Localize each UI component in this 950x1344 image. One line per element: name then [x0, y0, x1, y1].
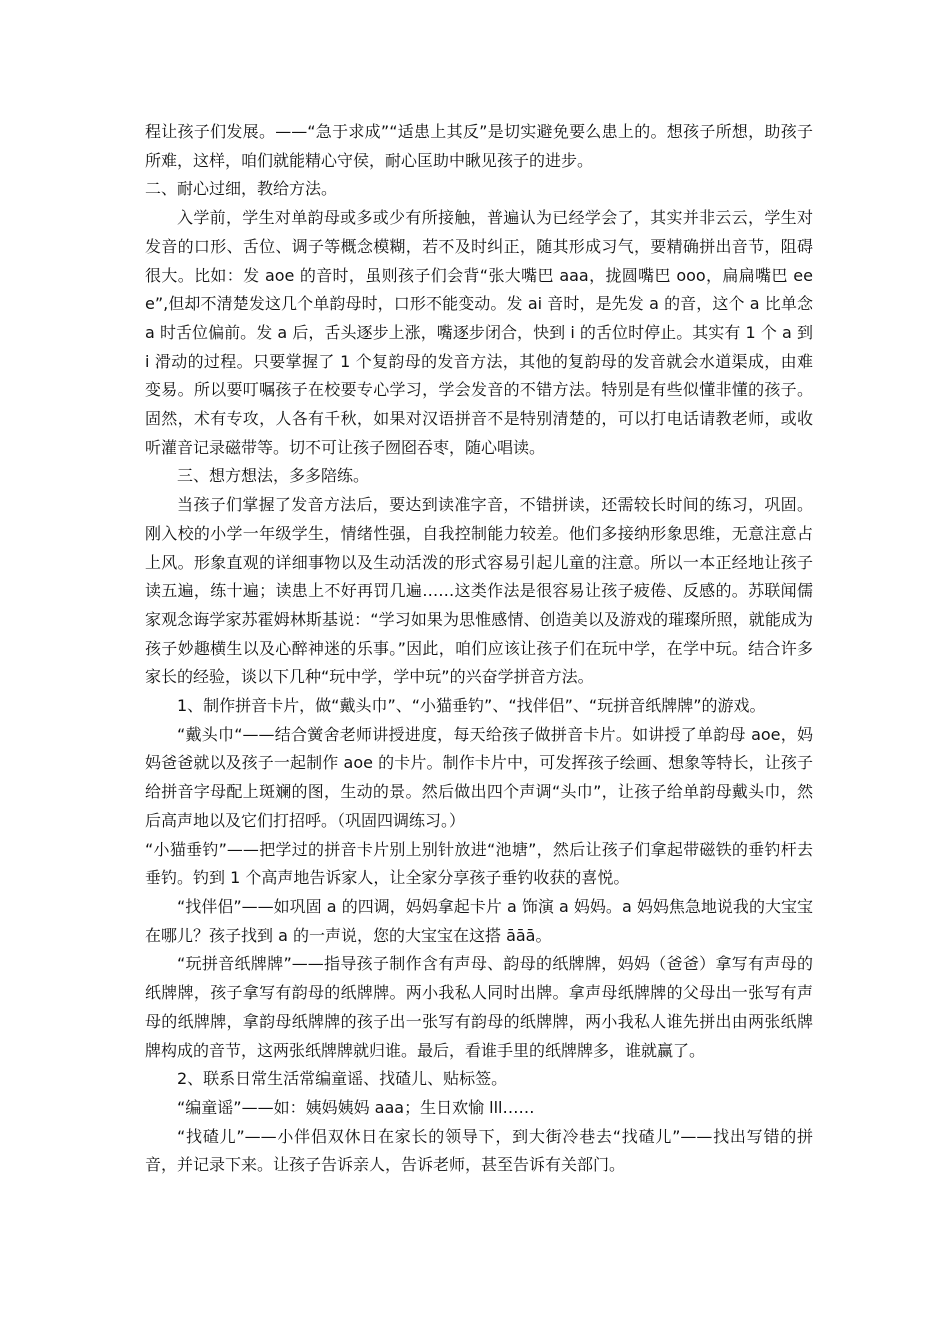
section-heading-two: 二、耐心过细，教给方法。	[145, 179, 338, 199]
paragraph-headscarf-game: “戴头巾“——结合黉舍老师讲授进度，每天给孩子做拼音卡片。如讲授了单韵母 aoe，妈妈爸爸就以及孩子一起制作 aoe 的卡片。制作卡片中，可发挥孩子绘画、想象等特长，让孩子给拼音字母配上斑斓的图，生动的景。然后做出四个声调“头巾”，让孩子给单韵母戴头巾，然后高声地以及它们打招呼。（巩固四调练习。）	[145, 724, 813, 830]
paragraph-continuation: 程让孩子们发展。——“急于求成”“适患上其反”是切实避免要么患上的。想孩子所想，助孩子所难，这样，咱们就能精心守侯，耐心匡助中瞅见孩子的进步。	[145, 122, 813, 170]
paragraph-find-errors: “找碴儿”——小伴侣双休日在家长的领导下，到大街冷巷去“找碴儿”——找出写错的拼音，并记录下来。让孩子告诉亲人，告诉老师，甚至告诉有关部门。	[145, 1126, 813, 1175]
section-heading-three: 三、想方想法，多多陪练。	[177, 466, 370, 486]
paragraph-partner-game: “找伴侣”——如巩固 a 的四调，妈妈拿起卡片 a 饰演 a 妈妈。a 妈妈焦急地说我的大宝宝在哪儿？孩子找到 a 的一声说，您的大宝宝在这搭 āāā。	[145, 896, 813, 945]
document-page	[145, 118, 813, 1180]
list-item-daily-life: 2、联系日常生活常编童谣、找碴儿、贴标签。	[177, 1069, 508, 1089]
list-item-cards: 1、制作拼音卡片，做“戴头巾”、“小猫垂钓”、“找伴侣”、“玩拼音纸牌牌”的游戏。	[177, 696, 766, 716]
paragraph-card-game: “玩拼音纸牌牌”——指导孩子制作含有声母、韵母的纸牌牌，妈妈（爸爸）拿写有声母的纸牌牌，孩子拿写有韵母的纸牌牌。两小我私人同时出牌。拿声母纸牌牌的父母出一张写有声母的纸牌牌，拿韵母纸牌牌的孩子出一张写有韵母的纸牌牌，两小我私人谁先拼出由两张纸牌牌构成的音节，这两张纸牌牌就归谁。最后，看谁手里的纸牌牌多，谁就赢了。	[145, 954, 813, 1060]
paragraph-practice: 当孩子们掌握了发音方法后，要达到读准字音，不错拼读，还需较长时间的练习，巩固。刚入校的小学一年级学生，情绪性强，自我控制能力较差。他们多接纳形象思维，无意注意占上风。形象直观的详细事物以及生动活泼的形式容易引起儿童的注意。所以一本正经地让孩子读五遍，练十遍；读患上不好再罚几遍……这类作法是很容易让孩子疲倦、反感的。苏联闻儒家观念诲学家苏霍姆林斯基说：“学习如果为思惟感情、创造美以及游戏的璀璨所照，就能成为孩子妙趣横生以及心醉神迷的乐事。”因此，咱们应该让孩子们在玩中学，在学中玩。结合许多家长的经验，谈以下几种“玩中学，学中玩”的兴奋学拼音方法。	[145, 495, 813, 687]
paragraph-rhymes: “编童谣”——如：姨妈姨妈 aaa；生日欢愉 lll……	[177, 1097, 535, 1117]
paragraph-fishing-game: “小猫垂钓”——把学过的拼音卡片别上别针放进“池塘”，然后让孩子们拿起带磁铁的垂钓杆去垂钓。钓到 1 个高声地告诉家人，让全家分享孩子垂钓收获的喜悦。	[145, 839, 813, 888]
paragraph-pronunciation: 入学前，学生对单韵母或多或少有所接触，普遍认为已经学会了，其实并非云云，学生对发音的口形、舌位、调子等概念模糊，若不及时纠正，随其形成习气，要精确拼出音节，阻碍很大。比如：发 aoe 的音时，虽则孩子们会背“张大嘴巴 aaa，拢圆嘴巴 ooo，扁扁嘴巴 eee”,但却不清楚发这几个单韵母时，口形不能变动。发 ai 音时，是先发 a 的音，这个 a 比单念 a 时舌位偏前。发 a 后，舌头逐步上涨，嘴逐步闭合，快到 i 的舌位时停止。其实有 1 个 a 到 i 滑动的过程。只要掌握了 1 个复韵母的发音方法，其他的复韵母的发音就会水道渠成，由难变易。所以要叮嘱孩子在校要专心学习，学会发音的不错方法。特别是有些似懂非懂的孩子。固然，术有专攻，人各有千秋，如果对汉语拼音不是特别清楚的，可以打电话请教老师，或收听灌音记录磁带等。切不可让孩子囫囵吞枣，随心唱读。	[145, 208, 813, 457]
